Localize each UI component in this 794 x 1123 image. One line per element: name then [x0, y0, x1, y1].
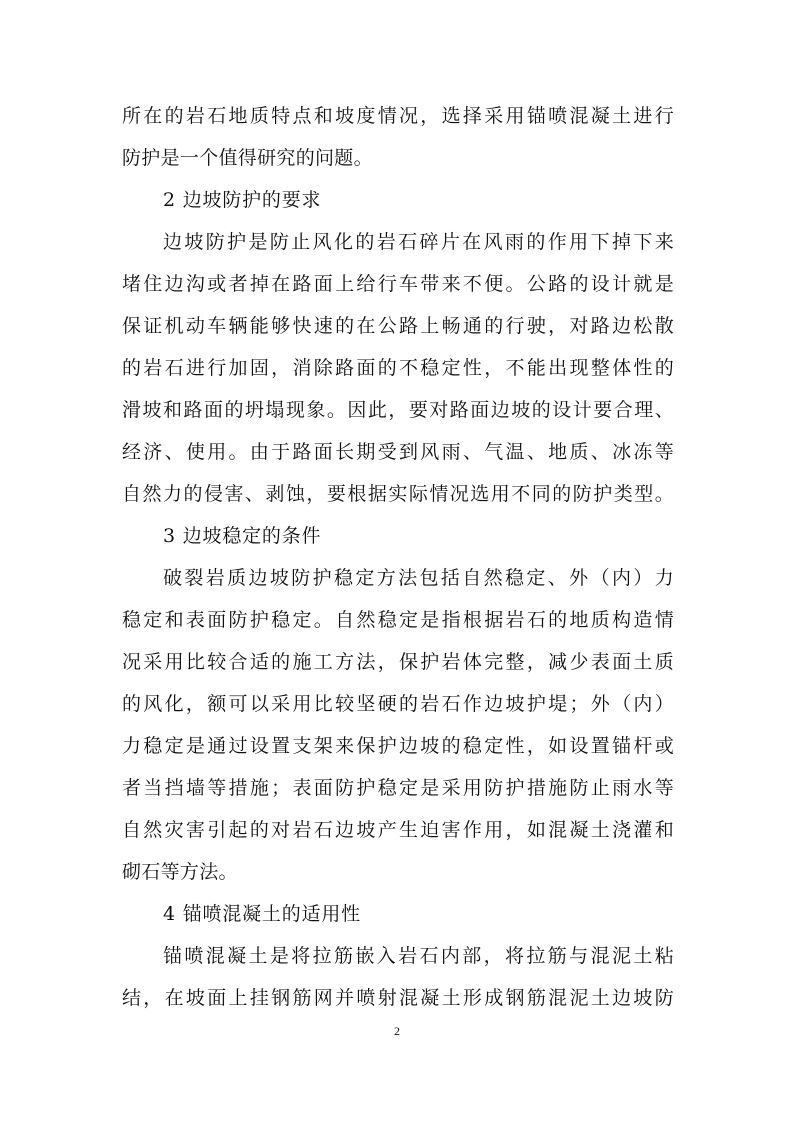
paragraph-line: 滑坡和路面的坍塌现象。因此，要对路面边坡的设计要合理、 [122, 399, 674, 421]
paragraph-line: 边坡防护是防止风化的岩石碎片在风雨的作用下掉下来 [163, 231, 674, 253]
section-heading: 4 锚喷混凝土的适用性 [163, 903, 361, 925]
paragraph-line: 结，在坡面上挂钢筋网并喷射混凝土形成钢筋混泥土边坡防 [122, 987, 674, 1009]
paragraph-line: 者当挡墙等措施；表面防护稳定是采用防护措施防止雨水等 [122, 777, 674, 799]
paragraph-line: 的风化，额可以采用比较坚硬的岩石作边坡护堤；外（内） [122, 693, 674, 715]
paragraph-line: 经济、使用。由于路面长期受到风雨、气温、地质、冰冻等 [122, 441, 674, 463]
paragraph-line: 自然灾害引起的对岩石边坡产生迫害作用，如混凝土浇灌和 [122, 819, 674, 841]
paragraph-line: 所在的岩石地质特点和坡度情况，选择采用锚喷混凝土进行 [122, 105, 674, 127]
paragraph-line: 破裂岩质边坡防护稳定方法包括自然稳定、外（内）力 [163, 567, 674, 589]
paragraph-line: 力稳定是通过设置支架来保护边坡的稳定性，如设置锚杆或 [122, 735, 674, 757]
paragraph-line: 锚喷混凝土是将拉筋嵌入岩石内部，将拉筋与混泥土粘 [163, 945, 674, 967]
paragraph-line: 保证机动车辆能够快速的在公路上畅通的行驶，对路边松散 [122, 315, 674, 337]
paragraph-line: 防护是一个值得研究的问题。 [122, 147, 373, 169]
paragraph-line: 况采用比较合适的施工方法，保护岩体完整，减少表面土质 [122, 651, 674, 673]
paragraph-line: 稳定和表面防护稳定。自然稳定是指根据岩石的地质构造情 [122, 609, 674, 631]
paragraph-line: 堵住边沟或者掉在路面上给行车带来不便。公路的设计就是 [122, 273, 674, 295]
paragraph-line: 砌石等方法。 [122, 861, 238, 883]
paragraph-line: 自然力的侵害、剥蚀，要根据实际情况选用不同的防护类型。 [122, 483, 674, 505]
page-number: 2 [394, 1024, 400, 1038]
section-heading: 2 边坡防护的要求 [163, 189, 322, 211]
section-heading: 3 边坡稳定的条件 [163, 525, 322, 547]
paragraph-line: 的岩石进行加固，消除路面的不稳定性，不能出现整体性的 [122, 357, 674, 379]
